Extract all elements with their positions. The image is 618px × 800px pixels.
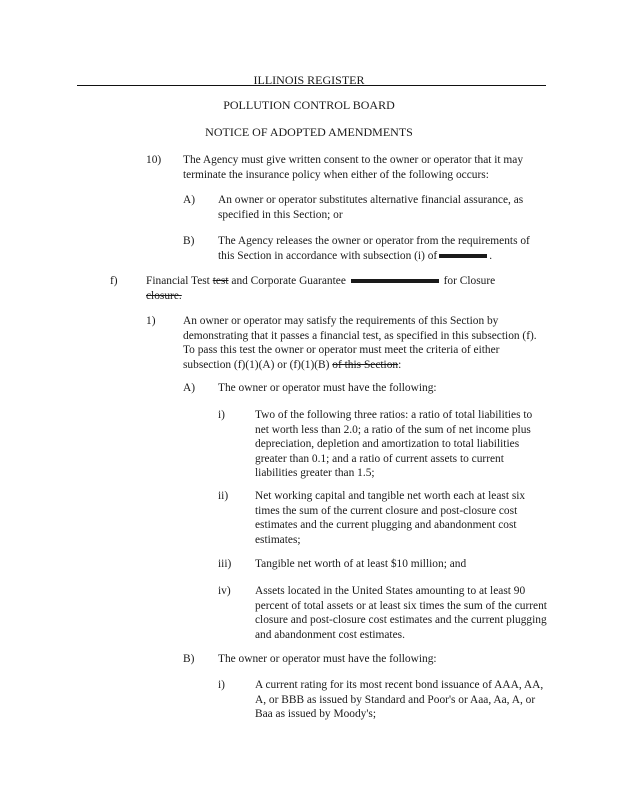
item-b-text: The owner or operator must have the following: [218,653,437,665]
item-10-number: 10) [146,154,162,166]
item-a-text: The owner or operator must have the following: [218,382,437,394]
register-title: ILLINOIS REGISTER [253,73,365,87]
item-b-number: B) [183,653,195,665]
item-f1-number: 1) [146,315,156,327]
item-aii-text: Net working capital and tangible net worth each at least six times the sum of the current closure and post-closure cost estimates and the current plugging and abandonment cost estimates; [255,490,526,546]
item-10a-text: An owner or operator substitutes alternative financial assurance, as specified in this Section; or [218,194,524,221]
item-ai-text: Two of the following three ratios: a ratio of total liabilities to net worth less than 2.0; a ratio of the sum of net income plus depreciation, depletion and amortization to total liabilities greater than 0.1; and a ratio of current assets to current liabilities greater than 1.5; [255,409,533,480]
notice-title: NOTICE OF ADOPTED AMENDMENTS [205,125,413,139]
redaction-mark [439,254,487,258]
board-title: POLLUTION CONTROL BOARD [223,98,395,112]
item-f1-text: An owner or operator may satisfy the requirements of this Section by demonstrating that it passes a financial test, as specified in this subsection (f). To pass this test the owner or operator must meet the criteria of either subsection (f)(1)(A) or (f)(1)(B) of this Section: [183,315,537,371]
item-a-number: A) [183,382,196,394]
item-10b-number: B) [183,235,195,247]
item-10a-number: A) [183,194,196,206]
item-aiv-text: Assets located in the United States amounting to at least 90 percent of total assets or at least six times the sum of the current closure and post-closure cost estimates and the current plugging and abandonment cost estimates. [255,585,547,641]
redaction-mark [351,279,439,283]
item-10-text: The Agency must give written consent to the owner or operator that it may terminate the insurance policy when either of the following occurs: [183,154,524,181]
item-aii-number: ii) [218,490,229,502]
item-f-text: Financial Test test and Corporate Guarantee for Closure closure. [146,275,496,302]
item-bi-number: i) [218,679,225,691]
item-ai-number: i) [218,409,225,421]
item-aiii-text: Tangible net worth of at least $10 million; and [255,558,467,570]
item-aiii-number: iii) [218,558,232,570]
item-10b-text: The Agency releases the owner or operator from the requirements of this Section in accordance with subsection (i) of . [218,235,530,262]
item-f-number: f) [110,275,118,287]
item-aiv-number: iv) [218,585,231,597]
item-bi-text: A current rating for its most recent bond issuance of AAA, AA, A, or BBB as issued by Standard and Poor's or Aaa, Aa, A, or Baa as issued by Moody's; [255,679,544,721]
